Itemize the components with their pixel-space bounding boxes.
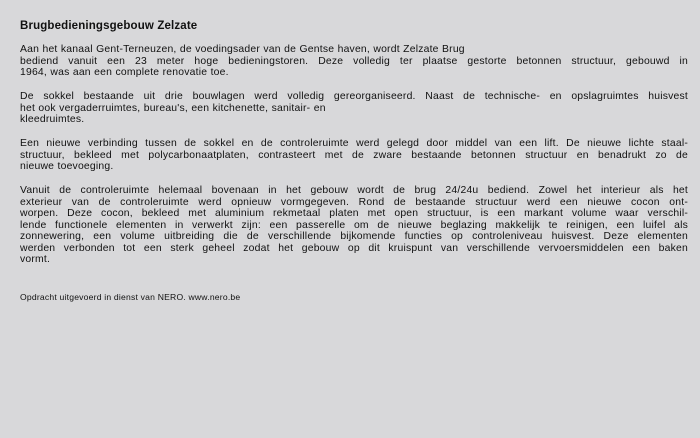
paragraph-3	[20, 138, 688, 173]
paragraph-line: bediend vanuit een 23 meter hoge bedieningstoren. Deze volledig ter plaatse gestorte betonnen structuur, gebouwd in	[20, 55, 688, 67]
paragraph-line: het ook vergaderruimtes, bureau's, een kitchenette, sanitair- en	[20, 102, 326, 114]
paragraph-line: Een nieuwe verbinding tussen de sokkel en de controleruimte werd gelegd door middel van een lift. De nieuwe lichte staal-	[20, 138, 688, 149]
paragraph-line: structuur, bekleed met polycarbonaatplaten, contrasteert met de zware bestaande betonnen structuur en benadrukt zo de	[20, 149, 688, 161]
paragraph-line: nieuwe toevoeging.	[20, 161, 114, 172]
paragraph-4	[20, 185, 688, 266]
credits-footer: Opdracht uitgevoerd in dienst van NERO. www.nero.be	[20, 291, 241, 302]
document-title: Brugbedieningsgebouw Zelzate	[20, 20, 198, 32]
paragraph-line: Aan het kanaal Gent-Terneuzen, de voedingsader van de Gentse haven, wordt Zelzate Brug	[20, 44, 465, 55]
paragraph-line: De sokkel bestaande uit drie bouwlagen werd volledig gereorganiseerd. Naast de technische- en opslagruimtes huisvest	[20, 91, 688, 102]
paragraph-line: werden verbonden tot een sterk geheel zodat het gebouw op dit kruispunt van verschillende vervoersmiddelen een baken	[20, 242, 688, 254]
paragraph-line: vormt.	[20, 254, 51, 265]
paragraph-line: exterieur van de controleruimte werd opnieuw vormgegeven. Rond de bestaande structuur werd een nieuwe cocon ont-	[20, 196, 688, 208]
paragraph-1	[20, 44, 688, 79]
paragraph-line: zonnewering, een volume uitbreiding die de verschillende bijkomende functies op controleniveau huisvest. Deze elementen	[20, 231, 688, 242]
paragraph-line: kleedruimtes.	[20, 114, 85, 125]
paragraph-line: 1964, was aan een complete renovatie toe.	[20, 67, 229, 78]
paragraph-line: lende functionele elementen in verwerkt zijn: een passerelle om de nieuwe beglazing makkelijk te reinigen, een luifel als	[20, 219, 688, 231]
paragraph-line: Vanuit de controleruimte helemaal bovenaan in het gebouw wordt de brug 24/24u bediend. Zowel het interieur als het	[20, 185, 688, 196]
paragraph-line: worpen. Deze cocon, bekleed met aluminium rekmetaal platen met open structuur, is een markant volume waar verschil-	[20, 208, 688, 219]
paragraph-2	[20, 91, 688, 126]
